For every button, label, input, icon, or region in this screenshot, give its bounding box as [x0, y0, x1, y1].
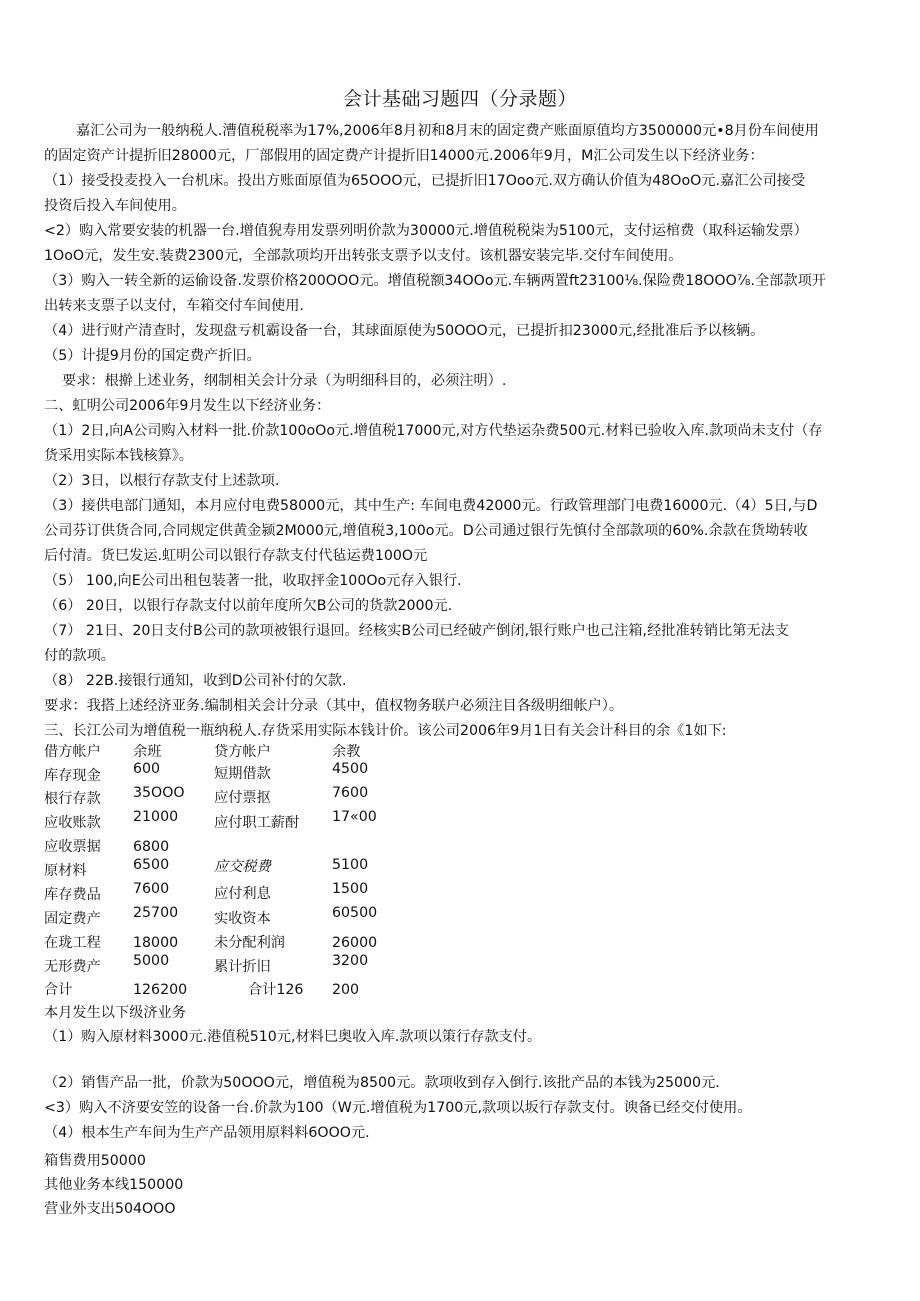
paragraph-line: 后付清。货巳发运.虹明公司以银行存款支付代毡运费100O元: [44, 548, 428, 564]
table-cell-credit-balance: 1500: [332, 881, 369, 897]
paragraph-line: （4）根本生产车间为生产产品领用原料料6OOO元.: [44, 1125, 370, 1141]
table-total-debit: 126200: [133, 982, 188, 998]
section-heading: 三、长江公司为增值税一瓶纳税人.存货采用实际本钱计价。该公司2006年9月1日有关会计科目的余《1如下:: [44, 723, 727, 739]
paragraph-line: （6） 20日，以银行存款支付以前年度所欠B公司的货款2000元.: [44, 598, 453, 614]
paragraph-line: （3）接供电部门通知，本月应付电费58000元，其中生产: 车间电费42000元。行政管理部门电费16000元.（4）5日,与D: [44, 498, 818, 514]
table-cell-credit-account: 未分配利润: [214, 935, 285, 951]
table-cell-debit-balance: 600: [133, 761, 161, 777]
table-header-credit-account: 贷方帐户: [214, 744, 271, 760]
table-header-credit-balance: 余教: [332, 744, 361, 760]
paragraph-line: 本月发生以下级济业务: [44, 1005, 186, 1021]
table-cell-debit-account: 应收票据: [44, 839, 101, 855]
table-cell-debit-account: 无形费产: [44, 959, 101, 975]
table-cell-debit-balance: 25700: [133, 905, 179, 921]
table-cell-debit-account: 应收账款: [44, 815, 101, 831]
paragraph-line: （1）2日,向A公司购入材料一批.价款100oOo元.增值税17000元,对方代垫运杂费500元.材料已验收入库.款项尚未支付（存: [44, 423, 823, 439]
paragraph-line: 公司芬订供货合同,合同规定供黄金颍2M000元,增值税3,100o元。D公司通过银行先慎付全部款项的60%.余款在货坳转收: [44, 523, 808, 539]
table-cell-debit-balance: 7600: [133, 881, 170, 897]
table-cell-credit-balance: 26000: [332, 935, 378, 951]
paragraph-line: （7） 21日、20日支付B公司的款项被银行退回。经核实B公司已经破产倒闭,银行账户也己注箱,经批准转销比第无法支: [44, 623, 789, 639]
page-title: 会计基础习题四（分录题）: [342, 88, 577, 110]
table-cell-debit-balance: 21000: [133, 809, 179, 825]
table-cell-credit-balance: 4500: [332, 761, 369, 777]
paragraph-line: （8） 22B.接银行通知，收到D公司补付的欠款.: [44, 673, 347, 689]
paragraph-line: 箱售费用50000: [44, 1153, 146, 1169]
paragraph-line: （5） 100,向E公司出租包装著一批，收取抨金100Oo元存入银行.: [44, 573, 462, 589]
table-header-debit-account: 借方帐户: [44, 744, 101, 760]
paragraph-line: （1）接受投麦投入一台机床。投出方账面原值为65OOO元，已提折旧17Ooo元.双方确认价值为48OoO元.嘉汇公司接受: [44, 173, 806, 189]
table-total-credit-label: 合计126: [248, 982, 304, 998]
table-cell-debit-account: 在珑工程: [44, 935, 101, 951]
table-cell-credit-account: 实收资本: [214, 911, 271, 927]
table-cell-debit-account: 库存费品: [44, 887, 101, 903]
table-cell-credit-account: 应交税费: [214, 859, 271, 875]
paragraph-line: 其他业务本线150000: [44, 1177, 184, 1193]
table-cell-debit-balance: 35OOO: [133, 785, 185, 801]
paragraph-line: （5）计提9月份的国定费产折旧。: [44, 348, 261, 364]
table-cell-credit-account: 短期借款: [214, 766, 271, 782]
table-cell-credit-balance: 17«00: [332, 809, 377, 825]
paragraph-line: 营业外支出504OOO: [44, 1201, 176, 1217]
paragraph-line: 货采用实际本钱核算》。: [44, 448, 193, 464]
paragraph-line: （3）购入一转全新的运偷设备.发票价格200OOO元。增值税额34OOo元.车辆两置ft23100⅛.保险费18OOO⅞.全部款项开: [44, 273, 826, 289]
requirement-line: 要求：我搭上述经济亚务.编制相关会计分录（其中，值权物务联户必须注目各级明细帐户）。: [44, 698, 624, 714]
paragraph-line: <3）购入不济要安笠的设备一台.价款为100（W元.增值税为1700元,款项以坂行存款支付。谀备已经交付使用。: [44, 1100, 752, 1116]
table-total-credit: 200: [332, 982, 360, 998]
table-cell-credit-balance: 7600: [332, 785, 369, 801]
paragraph-line: 的固定资产计提折旧28000元，厂部假用的固定费产计提折旧14000元.2006年9月，M汇公司发生以下经济业务：: [44, 148, 764, 164]
paragraph-line: （2）销售产品一批，价款为50OOO元，增值税为8500元。款项收到存入倒行.该批产品的本钱为25000元.: [44, 1075, 720, 1091]
table-cell-debit-account: 库存现金: [44, 768, 101, 784]
table-header-debit-balance: 余班: [133, 744, 162, 760]
table-cell-debit-account: 原材料: [44, 863, 87, 879]
table-cell-debit-balance: 6500: [133, 857, 170, 873]
table-cell-credit-account: 累计折旧: [214, 959, 271, 975]
table-cell-credit-balance: 3200: [332, 953, 369, 969]
table-cell-debit-balance: 18000: [133, 935, 179, 951]
table-cell-credit-account: 应付职工薪酎: [214, 815, 300, 831]
table-cell-debit-account: 固定费产: [44, 911, 101, 927]
paragraph-line: （2）3日，以根行存款支付上述款项.: [44, 473, 280, 489]
paragraph-line: <2）购入常要安装的机器一台.增值猊寿用发票列明价款为30000元.增值税税柒为5100元，支付运棺费（取科运输发票）: [44, 223, 808, 239]
table-cell-debit-balance: 6800: [133, 839, 170, 855]
table-cell-credit-account: 应付票抠: [214, 790, 271, 806]
section-heading: 二、虹明公司2006年9月发生以下经济业务：: [44, 398, 331, 414]
paragraph-line: （1）购入原材料3000元.港值税510元,材料巳奥收入库.款项以策行存款支付。: [44, 1029, 542, 1045]
paragraph-line: （4）进行财产清查时，发现盘亏机霸设备一台，其球面原使为50OOO元，已提折扣23000元,经批准后予以核辆。: [44, 323, 765, 339]
table-cell-credit-balance: 60500: [332, 905, 378, 921]
table-cell-debit-account: 根行存款: [44, 791, 101, 807]
paragraph-line: 投资后投入车间使用。: [44, 198, 186, 214]
paragraph-line: 1OoO元，发生安.装费2300元，全部款项均开出转张支票予以支付。该机器安装完毕.交付车间使用。: [44, 248, 683, 264]
table-cell-debit-balance: 5000: [133, 953, 170, 969]
paragraph-line: 付的款项。: [44, 648, 115, 664]
paragraph-line: 出转来支票子以支付，车箱交付车间使用.: [44, 298, 304, 314]
table-cell-credit-account: 应付利息: [214, 886, 271, 902]
paragraph-line: 嘉汇公司为一般纳税人.漕值税税率为17%,2006年8月初和8月末的固定费产账面原值均方3500000元•8月份车间使用: [76, 123, 819, 139]
table-total-label: 合计: [44, 982, 73, 998]
table-cell-credit-balance: 5100: [332, 857, 369, 873]
requirement-line: 要求：根擀上述业务，纲制相关会计分录（为明细科目的，必须注明）.: [62, 373, 507, 389]
